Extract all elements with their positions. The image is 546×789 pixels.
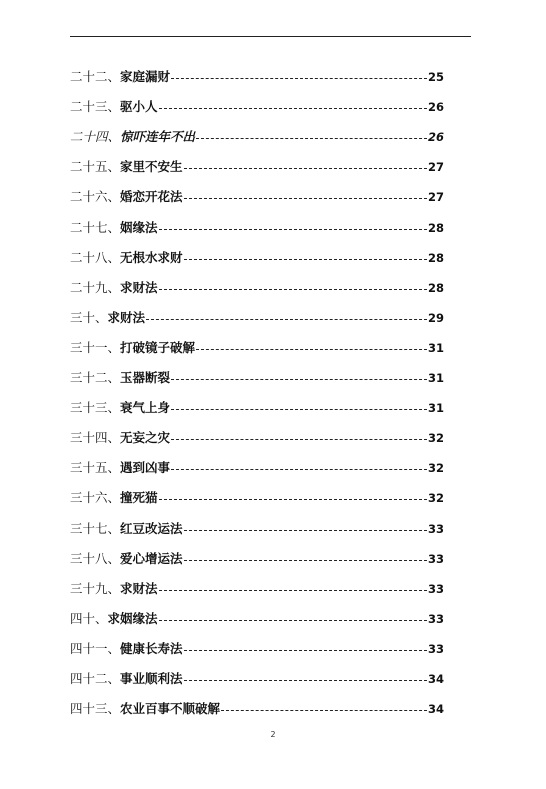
toc-entry-separator: 、: [107, 219, 121, 235]
toc-entry-separator: 、: [95, 309, 108, 325]
toc-dot-leader: [159, 100, 427, 114]
toc-entry-title: 爱心增运法: [120, 550, 183, 566]
toc-entry-title: 健康长寿法: [120, 640, 183, 656]
toc-entry-page-number: 31: [427, 371, 444, 386]
toc-entry-page-number: 27: [427, 190, 444, 205]
toc-dot-leader: [159, 281, 427, 295]
toc-entry[interactable]: [70, 148, 444, 178]
toc-entry-number: 三十九: [70, 580, 108, 596]
toc-entry[interactable]: [70, 208, 444, 238]
toc-entry-title: 家庭漏财: [120, 69, 171, 85]
toc-entry-page-number: 31: [427, 401, 444, 416]
toc-entry-separator: 、: [107, 430, 121, 446]
toc-entry[interactable]: [70, 88, 444, 118]
toc-entry-separator: 、: [107, 400, 121, 416]
toc-entry-title: 婚恋开花法: [120, 189, 183, 205]
toc-dot-leader: [171, 70, 427, 84]
toc-entry-page-number: 29: [427, 310, 444, 325]
toc-entry-page-number: 33: [427, 611, 444, 626]
toc-entry-number: 三十八: [70, 550, 108, 566]
toc-entry-number: 二十五: [70, 159, 108, 175]
toc-dot-leader: [196, 130, 427, 144]
toc-entry-page-number: 33: [427, 581, 444, 596]
toc-entry-separator: 、: [107, 640, 121, 656]
toc-entry-title: 求财法: [120, 279, 158, 295]
toc-dot-leader: [184, 522, 427, 536]
toc-entry-separator: 、: [107, 69, 121, 85]
toc-entry[interactable]: [70, 329, 444, 359]
toc-entry-separator: 、: [107, 550, 121, 566]
toc-entry-number: 三十四: [70, 430, 108, 446]
toc-entry-number: 三十五: [70, 460, 108, 476]
toc-dot-leader: [184, 552, 427, 566]
toc-entry-page-number: 32: [427, 431, 444, 446]
toc-entry[interactable]: [70, 540, 444, 570]
toc-entry-number: 二十八: [70, 249, 108, 265]
toc-entry[interactable]: [70, 449, 444, 479]
toc-entry-title: 惊吓连年不出: [120, 129, 196, 145]
toc-entry-title: 家里不安生: [120, 159, 183, 175]
toc-entry-title: 遇到凶事: [120, 460, 171, 476]
toc-entry-page-number: 33: [427, 521, 444, 536]
toc-entry-page-number: 25: [427, 70, 444, 85]
toc-entry-number: 四十: [70, 610, 96, 626]
toc-entry[interactable]: [70, 570, 444, 600]
toc-entry-number: 二十二: [70, 69, 108, 85]
toc-entry-title: 红豆改运法: [120, 520, 183, 536]
toc-entry[interactable]: [70, 509, 444, 539]
toc-dot-leader: [159, 582, 427, 596]
toc-entry-title: 无根水求财: [120, 249, 183, 265]
toc-entry[interactable]: [70, 660, 444, 690]
toc-dot-leader: [171, 401, 427, 415]
toc-entry[interactable]: [70, 58, 444, 88]
toc-entry[interactable]: [70, 389, 444, 419]
toc-entry[interactable]: [70, 690, 444, 720]
toc-dot-leader: [171, 431, 427, 445]
toc-entry-title: 玉器断裂: [120, 370, 171, 386]
toc-entry-number: 三十七: [70, 520, 108, 536]
toc-entry[interactable]: [70, 269, 444, 299]
toc-dot-leader: [196, 341, 427, 355]
toc-entry-page-number: 33: [427, 551, 444, 566]
toc-entry-number: 二十七: [70, 219, 108, 235]
toc-entry[interactable]: [70, 630, 444, 660]
toc-entry-number: 四十二: [70, 670, 108, 686]
toc-entry-separator: 、: [107, 520, 121, 536]
toc-dot-leader: [184, 190, 427, 204]
toc-entry-page-number: 26: [427, 100, 444, 115]
toc-dot-leader: [184, 642, 427, 656]
toc-entry-separator: 、: [107, 670, 121, 686]
toc-entry-separator: 、: [107, 279, 121, 295]
toc-entry-title: 事业顺利法: [120, 670, 183, 686]
toc-entry-page-number: 31: [427, 340, 444, 355]
toc-entry-title: 姻缘法: [120, 219, 158, 235]
toc-entry[interactable]: [70, 359, 444, 389]
toc-dot-leader: [184, 672, 427, 686]
toc-entry-number: 三十六: [70, 490, 108, 506]
toc-dot-leader: [184, 251, 427, 265]
toc-entry-page-number: 28: [427, 250, 444, 265]
toc-entry-page-number: 32: [427, 491, 444, 506]
toc-entry-separator: 、: [107, 249, 121, 265]
toc-entry-separator: 、: [107, 129, 121, 145]
toc-entry-separator: 、: [107, 701, 121, 717]
toc-entry-title: 驱小人: [120, 99, 158, 115]
toc-entry-number: 二十六: [70, 189, 108, 205]
toc-entry-title: 撞死猫: [120, 490, 158, 506]
toc-entry[interactable]: [70, 239, 444, 269]
toc-entry-page-number: 32: [427, 461, 444, 476]
toc-entry-page-number: 33: [427, 641, 444, 656]
toc-dot-leader: [221, 702, 427, 716]
toc-entry-number: 三十二: [70, 370, 108, 386]
toc-entry-separator: 、: [95, 610, 108, 626]
toc-entry-number: 二十四: [70, 129, 108, 145]
toc-entry-title: 求财法: [120, 580, 158, 596]
toc-entry-number: 二十三: [70, 99, 108, 115]
toc-entry[interactable]: [70, 479, 444, 509]
toc-entry[interactable]: [70, 600, 444, 630]
toc-entry-number: 四十一: [70, 640, 108, 656]
toc-entry-separator: 、: [107, 99, 121, 115]
toc-dot-leader: [159, 221, 427, 235]
toc-entry[interactable]: [70, 419, 444, 449]
toc-entry-page-number: 27: [427, 160, 444, 175]
toc-entry-title: 求姻缘法: [107, 610, 158, 626]
toc-entry-number: 三十一: [70, 339, 108, 355]
toc-entry-separator: 、: [107, 580, 121, 596]
toc-entry[interactable]: [70, 178, 444, 208]
table-of-contents: [70, 58, 444, 720]
toc-entry-number: 二十九: [70, 279, 108, 295]
toc-entry-page-number: 26: [427, 130, 444, 145]
toc-dot-leader: [159, 612, 427, 626]
toc-dot-leader: [159, 491, 427, 505]
toc-entry-number: 三十三: [70, 400, 108, 416]
toc-entry-title: 无妄之灾: [120, 430, 171, 446]
toc-dot-leader: [171, 461, 427, 475]
page-number: 2: [270, 730, 276, 739]
toc-entry-page-number: 34: [427, 671, 444, 686]
toc-entry-title: 求财法: [107, 309, 146, 325]
toc-entry-separator: 、: [107, 460, 121, 476]
toc-entry-number: 三十: [70, 309, 96, 325]
toc-entry-separator: 、: [107, 189, 121, 205]
toc-entry[interactable]: [70, 118, 444, 148]
toc-entry-page-number: 28: [427, 280, 444, 295]
toc-entry-separator: 、: [107, 159, 121, 175]
toc-entry-page-number: 28: [427, 220, 444, 235]
toc-dot-leader: [184, 160, 427, 174]
toc-entry-separator: 、: [107, 339, 121, 355]
toc-entry-separator: 、: [107, 490, 121, 506]
toc-entry-title: 农业百事不顺破解: [120, 701, 221, 717]
toc-entry-number: 四十三: [70, 701, 108, 717]
toc-entry[interactable]: [70, 299, 444, 329]
toc-entry-page-number: 34: [427, 702, 444, 717]
toc-entry-separator: 、: [107, 370, 121, 386]
toc-dot-leader: [146, 311, 427, 325]
toc-entry-title: 衰气上身: [120, 400, 171, 416]
header-rule: [70, 36, 471, 37]
toc-dot-leader: [171, 371, 427, 385]
toc-entry-title: 打破镜子破解: [120, 339, 196, 355]
